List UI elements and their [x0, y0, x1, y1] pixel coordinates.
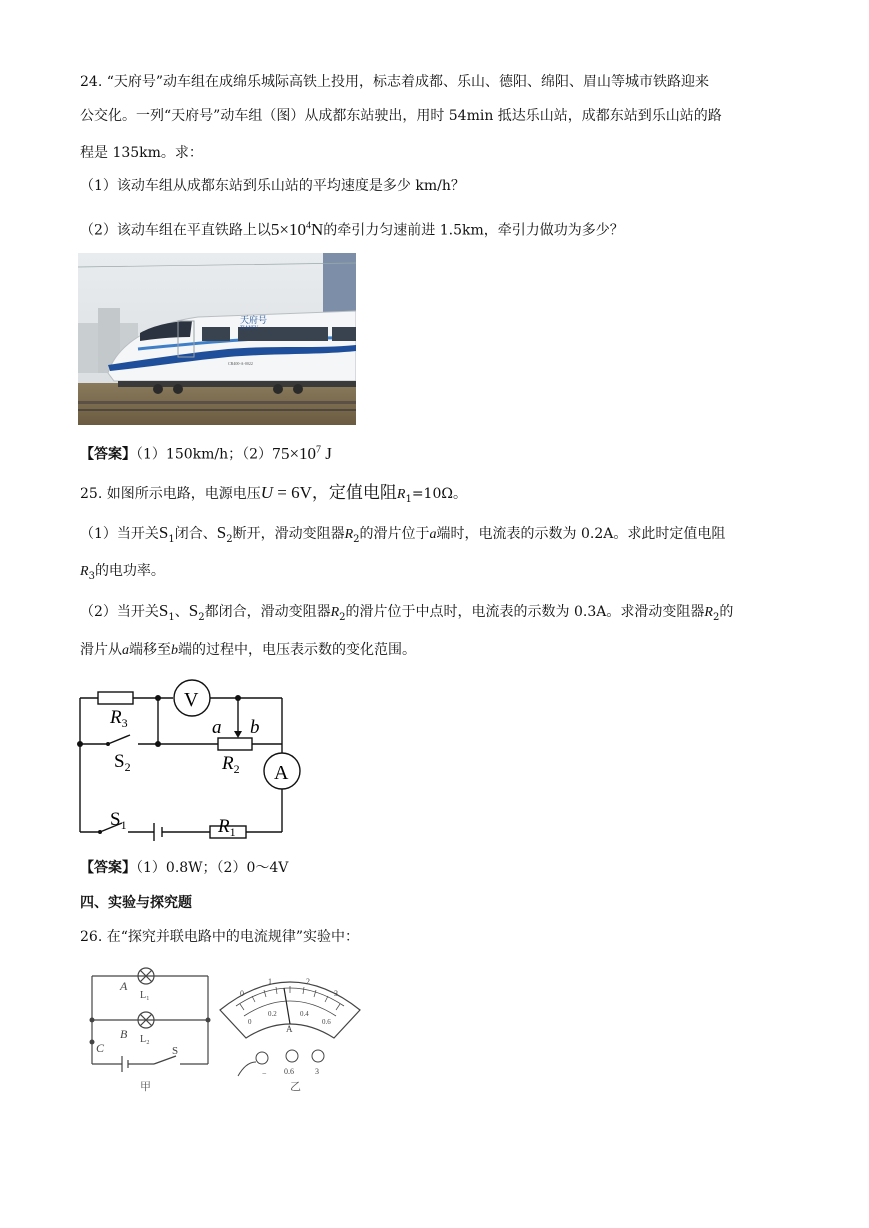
parallel-circuit-figure [84, 966, 216, 1098]
work-exponent: 7 [316, 444, 322, 455]
voltmeter-label: V [184, 689, 199, 711]
r3-resistor [98, 692, 133, 704]
ammeter-label: A [274, 762, 289, 784]
p1-S2: S [216, 523, 227, 542]
terminal-0-6-label: 0.6 [284, 1067, 294, 1076]
p1-e: 端时，电流表的示数为 0.2A。求此时定值电阻 [436, 526, 726, 542]
train-photo [78, 253, 356, 425]
p2-S2-sub: 2 [198, 611, 205, 623]
p2-S1: S [158, 601, 169, 620]
q24-part-2-text-a: （2）该动车组在平直铁路上以 [80, 222, 271, 239]
tick-bottom-2: 0.4 [300, 1010, 309, 1018]
q26-line-1: 26. 在“探究并联电路中的电流规律”实验中： [80, 929, 360, 945]
r2-rheostat [218, 738, 252, 750]
p2-S1-sub: 1 [168, 611, 175, 623]
work-unit: J [325, 443, 332, 463]
q24-answer [80, 440, 332, 465]
p2-a: （2）当开关 [80, 604, 159, 620]
terminal-0-6 [286, 1050, 298, 1062]
q25-line-1 [80, 483, 467, 510]
p2-e: 的 [719, 604, 734, 620]
q25-U: U [260, 483, 273, 502]
terminal-3-label: 3 [315, 1067, 319, 1076]
q24-part-2-force [271, 220, 323, 239]
s2-letter: S [114, 751, 125, 772]
q25-answer [80, 858, 288, 878]
q25-part-2-line-1 [80, 601, 733, 628]
s2-switch [108, 735, 130, 744]
r3-sub: 3 [121, 716, 128, 730]
tick-bottom-3: 0.6 [322, 1018, 331, 1026]
p2-S2: S [188, 601, 199, 620]
figure-jia-caption: 甲 [140, 1081, 151, 1093]
tick-bottom-0: 0 [248, 1018, 252, 1026]
p1-R2-sub: 2 [353, 533, 360, 545]
s1-letter: S [110, 809, 121, 830]
q25-R: R [396, 487, 406, 502]
r2-sub: 2 [233, 762, 240, 776]
p1-R2: R [344, 527, 354, 542]
lamp-l1-label: L₁ [140, 990, 150, 1001]
q25-part-1-line-2 [80, 561, 165, 587]
work-base: 5×10 [280, 443, 317, 463]
r3-letter: R [110, 707, 122, 728]
q24-answer-text: （1）150km/h；（2）7 [136, 446, 281, 463]
s1-label [110, 809, 127, 832]
terminal-minus [256, 1052, 268, 1064]
train-number: CR400-A-0022 [228, 361, 253, 366]
point-b-label: B [120, 1027, 128, 1041]
p1-a: （1）当开关 [80, 526, 159, 542]
terminal-3 [312, 1050, 324, 1062]
r1-sub: 1 [229, 825, 236, 839]
q25-answer-text: （1）0.8W；（2）0～4V [136, 860, 289, 876]
tick-bottom-1: 0.2 [268, 1010, 277, 1018]
force-base: 5×10 [270, 219, 307, 239]
q25-part-1-line-1 [80, 523, 725, 550]
switch-s-label: S [172, 1045, 179, 1057]
q24-part-2 [80, 216, 624, 241]
p1-line2-text: 的电功率。 [94, 563, 165, 579]
q24-part-1: （1）该动车组从成都东站到乐山站的平均速度是多少 km/h？ [80, 178, 465, 194]
s1-sub: 1 [120, 818, 127, 832]
tick-top-1: 1 [268, 977, 272, 986]
p2-R2-sub: 2 [339, 611, 346, 623]
r1-label [217, 816, 236, 839]
dial-needle [284, 988, 290, 1024]
r2-letter: R [222, 753, 234, 774]
q25-part-2-line-2 [80, 640, 416, 661]
p1-b: 闭合、 [174, 526, 217, 542]
p2-d: 的滑片位于中点时，电流表的示数为 0.3A。求滑动变阻器 [345, 604, 705, 620]
p1-d: 的滑片位于 [359, 526, 430, 542]
train-logo-text: 天府号 [240, 315, 268, 325]
p1-a-end: a [429, 527, 437, 542]
p2-R2b-sub: 2 [712, 611, 720, 623]
p1-S1: S [158, 523, 169, 542]
tick-top-0: 0 [240, 989, 244, 998]
terminal-minus-label: − [262, 1069, 267, 1078]
s2-label [114, 751, 131, 774]
p1-R3: R [80, 564, 89, 579]
answer-label: 【答案】 [80, 446, 136, 463]
q25-text-a: 25. 如图所示电路，电源电压 [80, 486, 261, 502]
point-a-label: A [120, 979, 128, 993]
q25-answer-label: 【答案】 [80, 860, 136, 876]
ammeter-dial-figure [216, 966, 366, 1098]
p2-b: 、 [174, 604, 189, 620]
p1-S2-sub: 2 [226, 533, 233, 545]
p2-line2-c: 端的过程中，电压表示数的变化范围。 [178, 642, 416, 658]
p2-line2-b: 端移至 [129, 642, 171, 658]
p2-R2: R [330, 605, 340, 620]
q25-R-sub: 1 [405, 493, 412, 505]
q24-line-3: 程是 135km。求： [80, 145, 203, 161]
p1-c: 断开，滑动变阻器 [232, 526, 345, 542]
r2-label [221, 753, 240, 776]
end-b-label: b [250, 717, 260, 738]
p2-line2-b-end: b [171, 643, 178, 658]
p1-S1-sub: 1 [168, 533, 175, 545]
dial-unit: A [286, 1024, 293, 1034]
circuit-diagram [70, 675, 310, 845]
q24-answer-work [281, 444, 332, 463]
p2-line2-a-end: a [122, 643, 129, 658]
r3-label [109, 707, 128, 730]
q24-line-2: 公交化。一列“天府号”动车组（图）从成都东站驶出，用时 54min 抵达乐山站，成都东站到乐山站的路 [80, 108, 722, 124]
switch-s [154, 1056, 176, 1064]
q25-text-c: =10Ω。 [411, 486, 467, 502]
p2-R2b: R [704, 605, 713, 620]
point-c-label: C [96, 1041, 105, 1055]
q24-part-2-text-b: 的牵引力匀速前进 1.5km，牵引力做功为多少？ [323, 222, 624, 239]
lamp-l2-label: L₂ [140, 1034, 150, 1045]
force-exponent: 4 [306, 220, 312, 231]
section-4-title: 四、实验与探究题 [80, 895, 192, 911]
tick-top-2: 2 [306, 977, 310, 986]
train-logo-sub: TIANFU [240, 326, 259, 331]
p2-c: 都闭合，滑动变阻器 [204, 604, 331, 620]
r1-letter: R [218, 816, 230, 837]
force-unit: N [311, 219, 324, 239]
s2-sub: 2 [124, 760, 131, 774]
q25-text-b: = 6V，定值电阻 [273, 483, 397, 502]
tick-top-3: 3 [334, 989, 338, 998]
figure-yi-caption: 乙 [290, 1081, 301, 1093]
q24-line-1: 24. “天府号”动车组在成绵乐城际高铁上投用，标志着成都、乐山、德阳、绵阳、眉山等城市铁路迎来 [80, 74, 710, 90]
p2-line2-a: 滑片从 [80, 642, 122, 658]
p1-R3-sub: 3 [88, 570, 95, 582]
end-a-label: a [212, 717, 222, 738]
